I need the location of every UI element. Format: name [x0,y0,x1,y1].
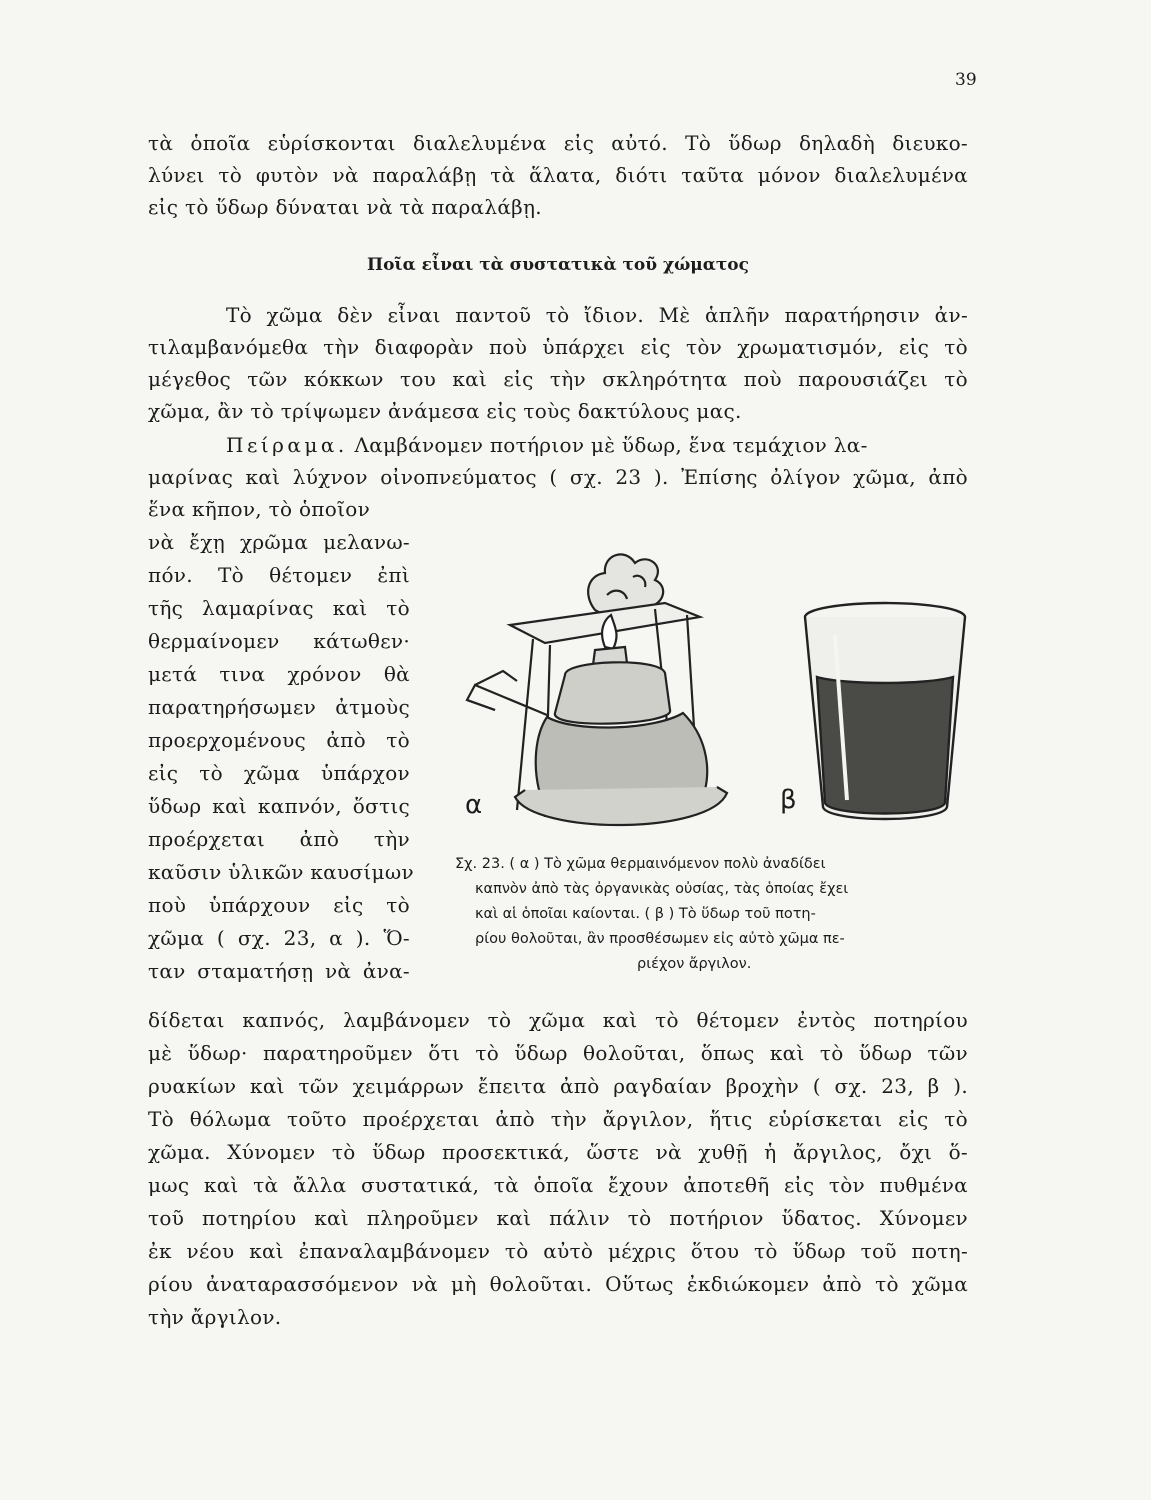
column-line: νὰ ἔχῃ χρῶμα μελανω- [148,530,410,554]
experiment-label: Πείραμα. [226,433,348,457]
experiment-text: Λαμβάνομεν ποτήριον μὲ ὕδωρ, ἕνα τεμάχιον λα- [354,433,868,457]
intro-line: εἰς τὸ ὕδωρ δύναται νὰ τὰ παραλάβῃ. [148,195,542,219]
paragraph-line: ρίου ἀναταρασσόμενον νὰ μὴ θολοῦται. Οὕτως ἐκδιώκομεν ἀπὸ τὸ χῶμα [148,1272,968,1296]
paragraph-line: τοῦ ποτηρίου καὶ πληροῦμεν καὶ πάλιν τὸ ποτήριον ὕδατος. Χύνομεν [148,1206,968,1230]
column-line: θερμαίνομεν κάτωθεν· [148,629,410,653]
column-line: εἰς τὸ χῶμα ὑπάρχον [148,761,410,785]
column-line: πόν. Τὸ θέτομεν ἐπὶ [148,563,410,587]
page-number: 39 [955,70,977,90]
paragraph-line: μέγεθος τῶν κόκκων του καὶ εἰς τὴν σκληρότητα ποὺ παρουσιάζει τὸ [148,367,968,391]
figure-label-alpha: α [465,790,483,820]
column-line: καῦσιν ὑλικῶν καυσίμων [148,860,414,884]
paragraph-line: τὴν ἄργιλον. [148,1305,282,1329]
figure-illustration [455,535,970,835]
figure-caption-line: καπνὸν ἀπὸ τὰς ὀργανικὰς οὐσίας, τὰς ὁποίας ἔχει [475,881,849,897]
figure-caption-line: ριέχον ἄργιλον. [637,956,752,972]
paragraph-line: μὲ ὕδωρ· παρατηροῦμεν ὅτι τὸ ὕδωρ θολοῦται, ὅπως καὶ τὸ ὕδωρ τῶν [148,1041,968,1065]
paragraph-line: χῶμα, ἂν τὸ τρίψωμεν ἀνάμεσα εἰς τοὺς δακτύλους μας. [148,399,742,423]
paragraph-line: μως καὶ τὰ ἄλλα συστατικά, τὰ ὁποῖα ἔχουν ἀποτεθῆ εἰς τὸν πυθμένα [148,1173,968,1197]
column-line: τῆς λαμαρίνας καὶ τὸ [148,596,410,620]
column-line: παρατηρήσωμεν ἀτμοὺς [148,695,410,719]
figure-23 [455,535,970,835]
spirit-lamp-illustration [467,554,727,825]
figure-caption-line: ρίου θολοῦται, ἂν προσθέσωμεν εἰς αὐτὸ χῶμα πε- [475,931,845,947]
paragraph-line: ἐκ νέου καὶ ἐπαναλαμβάνομεν τὸ αὐτὸ μέχρις ὅτου τὸ ὕδωρ τοῦ ποτη- [148,1239,968,1263]
column-line: ποὺ ὑπάρχουν εἰς τὸ [148,893,410,917]
paragraph-line: μαρίνας καὶ λύχνον οἰνοπνεύματος ( σχ. 23 ). Ἐπίσης ὀλίγον χῶμα, ἀπὸ [148,465,968,489]
column-line: ὕδωρ καὶ καπνόν, ὅστις [148,794,410,818]
paragraph-line: ρυακίων καὶ τῶν χειμάρρων ἔπειτα ἀπὸ ραγδαίαν βροχὴν ( σχ. 23, β ). [148,1074,968,1098]
intro-line: λύνει τὸ φυτὸν νὰ παραλάβῃ τὰ ἅλατα, διότι ταῦτα μόνον διαλελυμένα [148,163,968,187]
paragraph-line: Τὸ χῶμα δὲν εἶναι παντοῦ τὸ ἴδιον. Μὲ ἁπλῆν παρατήρησιν ἀν- [226,303,968,327]
column-line: μετά τινα χρόνον θὰ [148,662,410,686]
column-line: προέρχεται ἀπὸ τὴν [148,827,410,851]
experiment-first-line [226,430,968,462]
intro-line: τὰ ὁποῖα εὑρίσκονται διαλελυμένα εἰς αὐτό. Τὸ ὕδωρ δηλαδὴ διευκο- [148,131,968,155]
column-line: ταν σταματήσῃ νὰ ἀνα- [148,959,410,983]
section-heading: Ποῖα εἶναι τὰ συστατικὰ τοῦ χώματος [367,255,749,275]
figure-caption-line: Σχ. 23. ( α ) Τὸ χῶμα θερμαινόμενον πολὺ ἀναδίδει [455,856,826,872]
glass-of-water-illustration [805,603,965,819]
paragraph-line: χῶμα. Χύνομεν τὸ ὕδωρ προσεκτικά, ὥστε νὰ χυθῇ ἡ ἄργιλος, ὄχι ὅ- [148,1140,968,1164]
column-line: ἕνα κῆπον, τὸ ὁποῖον [148,497,371,521]
figure-label-beta: β [780,785,797,815]
paragraph-line: τιλαμβανόμεθα τὴν διαφορὰν ποὺ ὑπάρχει εἰς τὸν χρωματισμόν, εἰς τὸ [148,335,968,359]
column-line: χῶμα ( σχ. 23, α ). Ὅ- [148,926,410,950]
figure-caption-line: καὶ αἱ ὁποῖαι καίονται. ( β ) Τὸ ὕδωρ τοῦ ποτη- [475,906,816,922]
column-line: προερχομένους ἀπὸ τὸ [148,728,410,752]
paragraph-line: Τὸ θόλωμα τοῦτο προέρχεται ἀπὸ τὴν ἄργιλον, ἥτις εὑρίσκεται εἰς τὸ [148,1107,968,1131]
paragraph-line: δίδεται καπνός, λαμβάνομεν τὸ χῶμα καὶ τὸ θέτομεν ἐντὸς ποτηρίου [148,1008,968,1032]
